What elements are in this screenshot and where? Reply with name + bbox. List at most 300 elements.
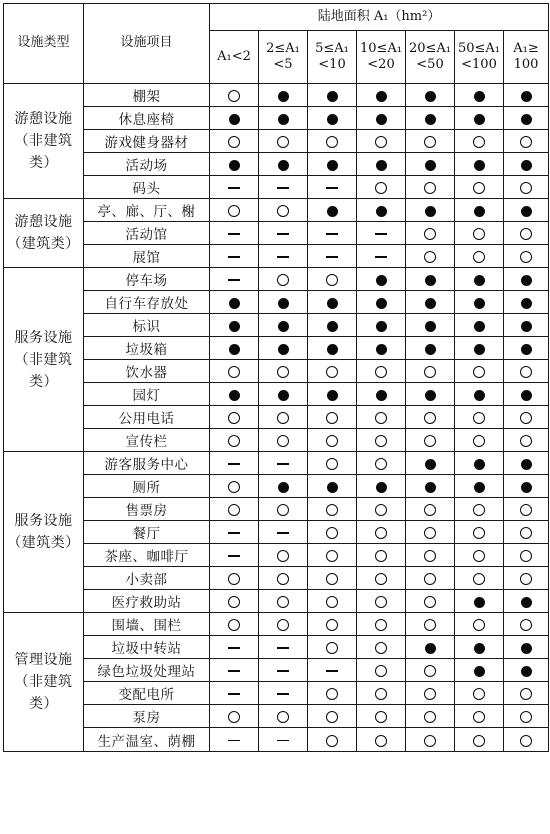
filled-circle-icon: [474, 643, 485, 654]
filled-circle-icon: [474, 459, 485, 470]
open-circle-icon: [375, 458, 387, 470]
mark-cell: [259, 567, 308, 590]
mark-cell: [210, 107, 259, 130]
mark-cell: [504, 199, 549, 222]
open-circle-icon: [424, 527, 436, 539]
mark-cell: [210, 659, 259, 682]
mark-cell: [357, 268, 406, 291]
mark-cell: [406, 452, 455, 475]
mark-cell: [455, 383, 504, 406]
open-circle-icon: [473, 711, 485, 723]
filled-circle-icon: [327, 298, 338, 309]
mark-cell: [259, 360, 308, 383]
open-circle-icon: [424, 735, 436, 747]
open-circle-icon: [473, 550, 485, 562]
facility-type-label: （建筑类）: [7, 535, 80, 551]
mark-cell: [308, 590, 357, 613]
mark-cell: [406, 199, 455, 222]
open-circle-icon: [375, 711, 387, 723]
mark-cell: [357, 222, 406, 245]
mark-cell: [210, 199, 259, 222]
table-row: [4, 245, 549, 268]
dash-icon: [277, 532, 289, 533]
open-circle-icon: [520, 228, 532, 240]
mark-cell: [210, 498, 259, 521]
facility-type-label: 游憩设施: [14, 111, 73, 127]
filled-circle-icon: [425, 160, 436, 171]
filled-circle-icon: [521, 160, 532, 171]
open-circle-icon: [473, 182, 485, 194]
mark-cell: [210, 728, 259, 752]
facility-item: 泵房: [84, 705, 210, 728]
mark-cell: [259, 314, 308, 337]
mark-cell: [455, 130, 504, 153]
mark-cell: [259, 199, 308, 222]
header-range-bottom: <50: [416, 57, 444, 72]
mark-cell: [308, 360, 357, 383]
facility-item: 绿色垃圾处理站: [84, 659, 210, 682]
mark-cell: [210, 452, 259, 475]
filled-circle-icon: [278, 482, 289, 493]
table-row: [4, 429, 549, 452]
open-circle-icon: [375, 504, 387, 516]
mark-cell: [406, 84, 455, 107]
mark-cell: [210, 682, 259, 705]
table-row: [4, 360, 549, 383]
open-circle-icon: [424, 596, 436, 608]
filled-circle-icon: [425, 298, 436, 309]
filled-circle-icon: [278, 298, 289, 309]
open-circle-icon: [520, 435, 532, 447]
open-circle-icon: [473, 136, 485, 148]
mark-cell: [259, 728, 308, 752]
mark-cell: [308, 521, 357, 544]
open-circle-icon: [520, 251, 532, 263]
mark-cell: [357, 728, 406, 752]
table-body: [4, 84, 549, 752]
filled-circle-icon: [425, 459, 436, 470]
table-row: [4, 84, 549, 107]
open-circle-icon: [424, 136, 436, 148]
mark-cell: [259, 222, 308, 245]
filled-circle-icon: [474, 482, 485, 493]
mark-cell: [357, 245, 406, 268]
mark-cell: [504, 245, 549, 268]
mark-cell: [357, 314, 406, 337]
table-row: [4, 199, 549, 222]
mark-cell: [406, 360, 455, 383]
dash-icon: [228, 187, 240, 188]
mark-cell: [406, 682, 455, 705]
filled-circle-icon: [425, 482, 436, 493]
open-circle-icon: [520, 182, 532, 194]
facility-item: 宣传栏: [84, 429, 210, 452]
open-circle-icon: [424, 711, 436, 723]
dash-icon: [228, 647, 240, 648]
mark-cell: [259, 475, 308, 498]
facility-item: 生产温室、荫棚: [84, 728, 210, 752]
mark-cell: [308, 176, 357, 199]
filled-circle-icon: [474, 321, 485, 332]
facility-type-label: （非建筑类）: [14, 133, 73, 171]
mark-cell: [455, 705, 504, 728]
open-circle-icon: [520, 136, 532, 148]
mark-cell: [308, 613, 357, 636]
table-row: [4, 659, 549, 682]
mark-cell: [308, 728, 357, 752]
mark-cell: [259, 544, 308, 567]
mark-cell: [504, 383, 549, 406]
dash-icon: [277, 693, 289, 694]
filled-circle-icon: [521, 597, 532, 608]
facility-type-label: 管理设施: [14, 652, 73, 668]
filled-circle-icon: [376, 114, 387, 125]
mark-cell: [259, 498, 308, 521]
header-range-0: [210, 31, 259, 84]
header-range-bottom: <5: [273, 57, 293, 72]
open-circle-icon: [228, 711, 240, 723]
open-circle-icon: [277, 550, 289, 562]
open-circle-icon: [375, 527, 387, 539]
header-range-bottom: <10: [318, 57, 346, 72]
mark-cell: [455, 199, 504, 222]
mark-cell: [357, 475, 406, 498]
mark-cell: [406, 705, 455, 728]
open-circle-icon: [228, 596, 240, 608]
facility-item: 自行车存放处: [84, 291, 210, 314]
mark-cell: [210, 176, 259, 199]
table-row: [4, 383, 549, 406]
mark-cell: [504, 429, 549, 452]
mark-cell: [406, 590, 455, 613]
table-row: [4, 498, 549, 521]
mark-cell: [308, 682, 357, 705]
mark-cell: [455, 153, 504, 176]
mark-cell: [504, 590, 549, 613]
mark-cell: [455, 107, 504, 130]
filled-circle-icon: [521, 321, 532, 332]
mark-cell: [357, 337, 406, 360]
open-circle-icon: [375, 619, 387, 631]
filled-circle-icon: [229, 321, 240, 332]
facility-item: 垃圾中转站: [84, 636, 210, 659]
mark-cell: [357, 498, 406, 521]
mark-cell: [259, 452, 308, 475]
open-circle-icon: [277, 711, 289, 723]
open-circle-icon: [473, 435, 485, 447]
mark-cell: [357, 406, 406, 429]
filled-circle-icon: [521, 390, 532, 401]
header-range-bottom: 100: [513, 57, 539, 72]
facility-item: 医疗救助站: [84, 590, 210, 613]
filled-circle-icon: [425, 91, 436, 102]
mark-cell: [406, 268, 455, 291]
filled-circle-icon: [521, 275, 532, 286]
table-row: [4, 567, 549, 590]
mark-cell: [504, 544, 549, 567]
facility-type-cell: [4, 199, 84, 268]
open-circle-icon: [375, 435, 387, 447]
table-row: [4, 107, 549, 130]
mark-cell: [357, 682, 406, 705]
open-circle-icon: [375, 573, 387, 585]
open-circle-icon: [277, 596, 289, 608]
mark-cell: [210, 291, 259, 314]
header-range-bottom: <100: [461, 57, 497, 72]
mark-cell: [504, 360, 549, 383]
mark-cell: [455, 475, 504, 498]
filled-circle-icon: [474, 597, 485, 608]
mark-cell: [357, 659, 406, 682]
mark-cell: [504, 728, 549, 752]
filled-circle-icon: [521, 666, 532, 677]
header-range-5: [455, 31, 504, 84]
mark-cell: [210, 475, 259, 498]
facility-item: 活动场: [84, 153, 210, 176]
table-row: [4, 475, 549, 498]
mark-cell: [259, 521, 308, 544]
dash-icon: [277, 670, 289, 671]
header-range-top: 2≤A₁: [266, 40, 300, 56]
dash-icon: [277, 740, 289, 741]
filled-circle-icon: [474, 91, 485, 102]
open-circle-icon: [228, 481, 240, 493]
table-row: [4, 222, 549, 245]
open-circle-icon: [326, 504, 338, 516]
mark-cell: [504, 268, 549, 291]
open-circle-icon: [375, 412, 387, 424]
filled-circle-icon: [474, 114, 485, 125]
open-circle-icon: [424, 688, 436, 700]
mark-cell: [504, 682, 549, 705]
mark-cell: [308, 153, 357, 176]
mark-cell: [357, 567, 406, 590]
mark-cell: [406, 291, 455, 314]
filled-circle-icon: [521, 298, 532, 309]
table-row: [4, 337, 549, 360]
open-circle-icon: [326, 573, 338, 585]
mark-cell: [357, 521, 406, 544]
mark-cell: [455, 84, 504, 107]
facility-type-cell: [4, 268, 84, 452]
dash-icon: [228, 555, 240, 556]
facility-item: 棚架: [84, 84, 210, 107]
mark-cell: [259, 636, 308, 659]
mark-cell: [455, 659, 504, 682]
open-circle-icon: [277, 136, 289, 148]
dash-icon: [326, 670, 338, 671]
dash-icon: [228, 740, 240, 741]
mark-cell: [357, 544, 406, 567]
filled-circle-icon: [278, 390, 289, 401]
facility-type-label: （非建筑类）: [14, 674, 73, 712]
header-range-top: 50≤A₁: [457, 40, 501, 56]
mark-cell: [504, 498, 549, 521]
table-row: [4, 705, 549, 728]
mark-cell: [406, 659, 455, 682]
mark-cell: [308, 84, 357, 107]
mark-cell: [455, 567, 504, 590]
dash-icon: [375, 233, 387, 234]
facility-item: 园灯: [84, 383, 210, 406]
mark-cell: [308, 291, 357, 314]
filled-circle-icon: [376, 91, 387, 102]
open-circle-icon: [277, 435, 289, 447]
mark-cell: [357, 153, 406, 176]
open-circle-icon: [326, 642, 338, 654]
filled-circle-icon: [278, 114, 289, 125]
filled-circle-icon: [474, 206, 485, 217]
mark-cell: [259, 176, 308, 199]
mark-cell: [210, 130, 259, 153]
header-land-area: 陆地面积 A₁（hm²）: [210, 4, 549, 31]
mark-cell: [504, 521, 549, 544]
mark-cell: [406, 475, 455, 498]
open-circle-icon: [375, 550, 387, 562]
filled-circle-icon: [521, 482, 532, 493]
facility-item: 码头: [84, 176, 210, 199]
mark-cell: [357, 452, 406, 475]
dash-icon: [277, 187, 289, 188]
facility-item: 围墙、围栏: [84, 613, 210, 636]
open-circle-icon: [520, 619, 532, 631]
mark-cell: [210, 429, 259, 452]
open-circle-icon: [424, 550, 436, 562]
mark-cell: [406, 153, 455, 176]
mark-cell: [455, 521, 504, 544]
mark-cell: [259, 429, 308, 452]
mark-cell: [455, 613, 504, 636]
facility-type-label: （建筑类）: [7, 236, 80, 252]
open-circle-icon: [424, 504, 436, 516]
mark-cell: [455, 636, 504, 659]
open-circle-icon: [277, 573, 289, 585]
open-circle-icon: [326, 412, 338, 424]
filled-circle-icon: [521, 114, 532, 125]
mark-cell: [455, 429, 504, 452]
mark-cell: [504, 107, 549, 130]
mark-cell: [406, 429, 455, 452]
open-circle-icon: [326, 735, 338, 747]
mark-cell: [308, 475, 357, 498]
mark-cell: [259, 682, 308, 705]
mark-cell: [504, 314, 549, 337]
table-row: [4, 153, 549, 176]
open-circle-icon: [520, 711, 532, 723]
dash-icon: [228, 233, 240, 234]
mark-cell: [308, 636, 357, 659]
mark-cell: [308, 705, 357, 728]
table-row: [4, 176, 549, 199]
open-circle-icon: [473, 504, 485, 516]
dash-icon: [277, 256, 289, 257]
mark-cell: [455, 498, 504, 521]
facility-item: 标识: [84, 314, 210, 337]
mark-cell: [504, 659, 549, 682]
facility-item: 垃圾箱: [84, 337, 210, 360]
mark-cell: [406, 314, 455, 337]
filled-circle-icon: [376, 321, 387, 332]
open-circle-icon: [277, 366, 289, 378]
table-row: [4, 406, 549, 429]
open-circle-icon: [375, 642, 387, 654]
mark-cell: [406, 728, 455, 752]
open-circle-icon: [520, 366, 532, 378]
mark-cell: [455, 268, 504, 291]
mark-cell: [259, 659, 308, 682]
mark-cell: [308, 383, 357, 406]
open-circle-icon: [277, 412, 289, 424]
mark-cell: [210, 521, 259, 544]
open-circle-icon: [326, 274, 338, 286]
open-circle-icon: [326, 435, 338, 447]
dash-icon: [277, 647, 289, 648]
open-circle-icon: [228, 90, 240, 102]
table-row: [4, 613, 549, 636]
filled-circle-icon: [376, 275, 387, 286]
open-circle-icon: [228, 366, 240, 378]
mark-cell: [308, 199, 357, 222]
mark-cell: [455, 406, 504, 429]
open-circle-icon: [228, 435, 240, 447]
dash-icon: [277, 233, 289, 234]
facility-type-cell: [4, 452, 84, 613]
mark-cell: [259, 590, 308, 613]
open-circle-icon: [375, 735, 387, 747]
filled-circle-icon: [521, 91, 532, 102]
open-circle-icon: [277, 274, 289, 286]
open-circle-icon: [375, 136, 387, 148]
header-range-top: 10≤A₁: [359, 40, 403, 56]
mark-cell: [357, 383, 406, 406]
mark-cell: [210, 567, 259, 590]
filled-circle-icon: [425, 344, 436, 355]
open-circle-icon: [424, 573, 436, 585]
mark-cell: [406, 176, 455, 199]
open-circle-icon: [326, 458, 338, 470]
filled-circle-icon: [376, 482, 387, 493]
mark-cell: [259, 705, 308, 728]
open-circle-icon: [326, 711, 338, 723]
dash-icon: [326, 233, 338, 234]
mark-cell: [210, 383, 259, 406]
filled-circle-icon: [278, 160, 289, 171]
open-circle-icon: [326, 366, 338, 378]
dash-icon: [228, 693, 240, 694]
open-circle-icon: [520, 550, 532, 562]
mark-cell: [455, 314, 504, 337]
mark-cell: [308, 567, 357, 590]
open-circle-icon: [520, 504, 532, 516]
mark-cell: [455, 245, 504, 268]
table-row: [4, 636, 549, 659]
open-circle-icon: [326, 619, 338, 631]
mark-cell: [308, 314, 357, 337]
mark-cell: [308, 544, 357, 567]
mark-cell: [210, 314, 259, 337]
mark-cell: [308, 130, 357, 153]
mark-cell: [406, 406, 455, 429]
facility-item: 停车场: [84, 268, 210, 291]
mark-cell: [259, 84, 308, 107]
dash-icon: [228, 256, 240, 257]
mark-cell: [455, 360, 504, 383]
filled-circle-icon: [521, 206, 532, 217]
filled-circle-icon: [521, 643, 532, 654]
mark-cell: [357, 130, 406, 153]
mark-cell: [357, 84, 406, 107]
filled-circle-icon: [521, 459, 532, 470]
